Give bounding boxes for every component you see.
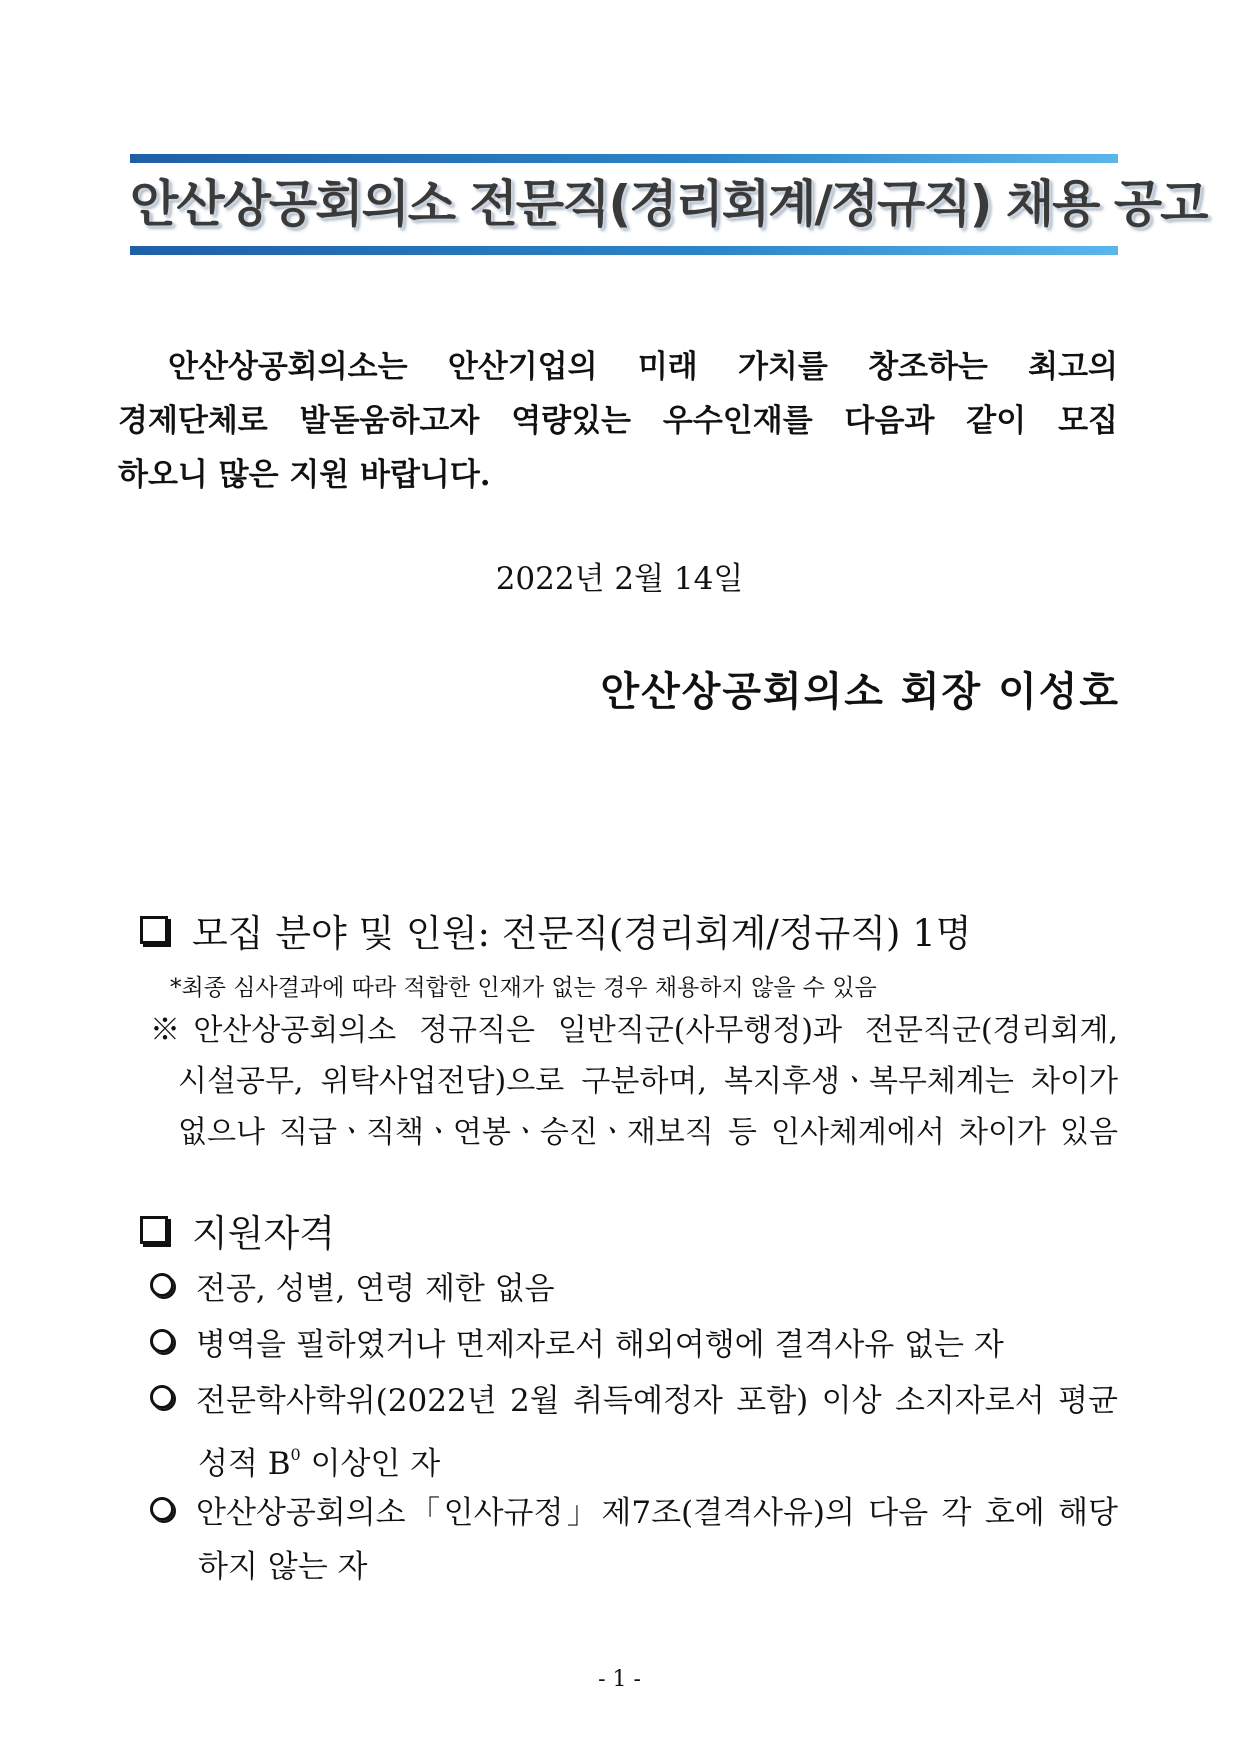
intro-line: 하오니 많은 지원 바랍니다. xyxy=(118,457,491,493)
page-title: 안산상공회의소 전문직(경리회계/정규직) 채용 공고 xyxy=(130,175,1207,233)
circle-bullet-icon xyxy=(150,1385,174,1409)
intro-line: 안산상공회의소는 안산기업의 미래 가치를 창조하는 최고의 xyxy=(168,349,1118,385)
section-heading-text: 모집 분야 및 인원: 전문직(경리회계/정규직) 1명 xyxy=(192,912,972,955)
qualification-item xyxy=(150,1262,1118,1316)
intro-paragraph xyxy=(118,340,1118,502)
screening-note: *최종 심사결과에 따라 적합한 인재가 없는 경우 채용하지 않을 수 있음 xyxy=(170,975,877,1001)
qualification-line: 전공, 성별, 연령 제한 없음 xyxy=(150,1262,1118,1316)
qualification-item xyxy=(150,1318,1118,1372)
circle-bullet-icon xyxy=(150,1329,174,1353)
title-top-rule xyxy=(130,154,1118,163)
qualification-item xyxy=(150,1374,1118,1491)
section-heading-recruitment xyxy=(140,903,972,957)
qualification-line: 성적 $B^0$ 이상인 자 xyxy=(198,1445,441,1482)
square-bullet-icon xyxy=(140,916,168,944)
section-heading-qualifications xyxy=(140,1203,335,1257)
qualification-line: 하지 않는 자 xyxy=(198,1549,368,1585)
qualification-item xyxy=(150,1486,1118,1594)
qualification-line: 병역을 필하였거나 면제자로서 해외여행에 결격사유 없는 자 xyxy=(150,1318,1118,1372)
qualification-line: 전문학사학위(2022년 2월 취득예정자 포함) 이상 소지자로서 평균 xyxy=(150,1374,1118,1428)
square-bullet-icon xyxy=(140,1216,168,1244)
note-line: 시설공무, 위탁사업전담)으로 구분하며, 복지후생ㆍ복무체계는 차이가 xyxy=(178,1064,1118,1099)
note-line: 없으나 직급ㆍ직책ㆍ연봉ㆍ승진ㆍ재보직 등 인사체계에서 차이가 있음 xyxy=(178,1115,1118,1150)
section-heading-text: 지원자격 xyxy=(192,1212,335,1255)
note-line: ※안산상공회의소 정규직은 일반직군(사무행정)과 전문직군(경리회계, xyxy=(150,1013,1118,1048)
job-group-note xyxy=(150,1005,1118,1158)
signer-name: 안산상공회의소 회장 이성호 xyxy=(600,668,1120,715)
page-number: - 1 - xyxy=(598,1667,641,1692)
circle-bullet-icon xyxy=(150,1497,174,1521)
intro-line: 경제단체로 발돋움하고자 역량있는 우수인재를 다음과 같이 모집 xyxy=(118,403,1118,439)
announcement-date: 2022년 2월 14일 xyxy=(495,561,744,597)
circle-bullet-icon xyxy=(150,1273,174,1297)
qualification-line: 안산상공회의소「인사규정」제7조(결격사유)의 다음 각 호에 해당 xyxy=(150,1486,1118,1540)
title-bottom-rule xyxy=(130,246,1118,255)
